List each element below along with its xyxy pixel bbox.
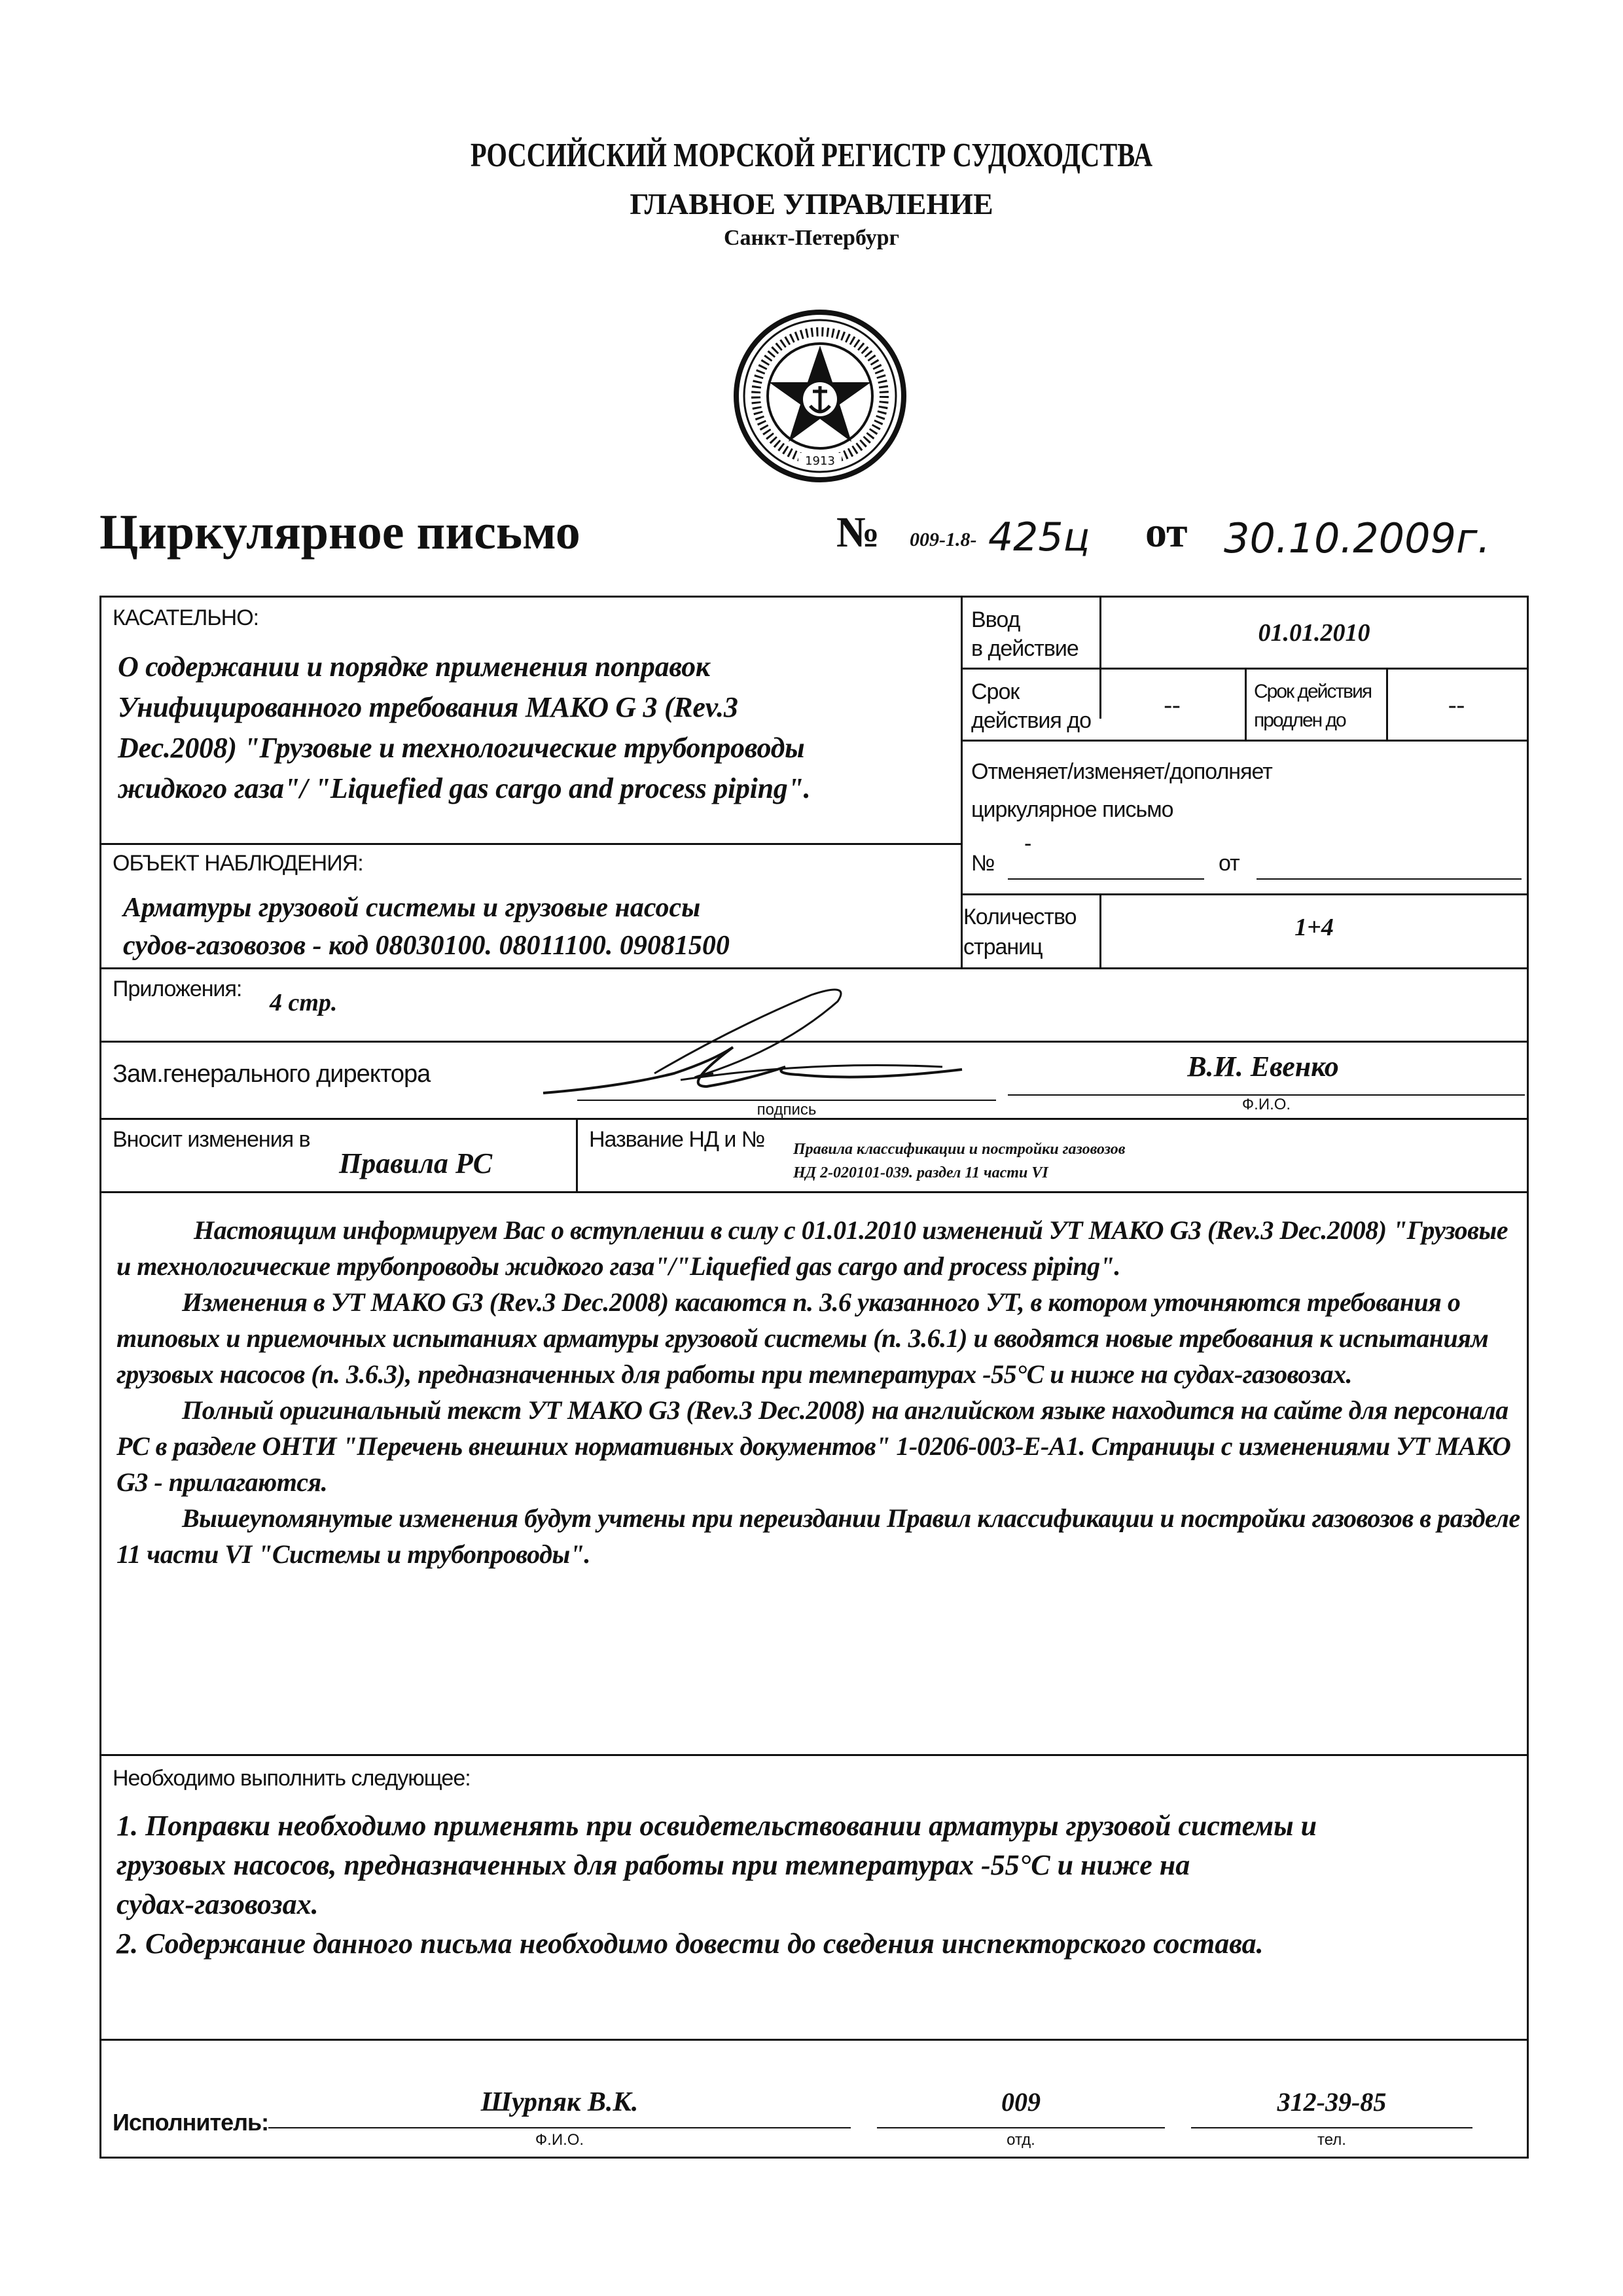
amends-doc-line: НД 2-020101-039. раздел 11 части VI: [793, 1164, 1048, 1181]
letter-body: [116, 1212, 1520, 1572]
executor-name: Шурпяк В.К.: [480, 2087, 639, 2117]
action-line: грузовых насосов, предназначенных для работы при температурах -55°С и ниже на: [116, 1849, 1190, 1881]
pages-label-line: Количество: [963, 905, 1077, 929]
body-paragraph: Изменения в УТ МАКО G3 (Rev.3 Dec.2008) касаются п. 3.6 указанного УТ, в котором уточняются требования о типовых и приемочных испытаниях арматуры грузовой системы (п. 3.6.1) и вводятся новые требования к испытаниям грузовых насосов (п. 3.6.3), предназначенных для работы при температурах -55°С и ниже на судах-газовозах.: [116, 1287, 1489, 1389]
signatory-position: Зам.генерального директора: [113, 1060, 431, 1088]
effective-label-line: в действие: [971, 636, 1079, 661]
actions-label: Необходимо выполнить следующее:: [113, 1766, 471, 1791]
replaces-number-value: -: [1024, 831, 1031, 856]
body-paragraph: Вышеупомянутые изменения будут учтены при переиздании Правил классификации и постройки газовозов в разделе 11 части VI "Системы и трубопроводы".: [116, 1503, 1520, 1569]
document-title: Циркулярное письмо: [99, 505, 580, 560]
department-name: ГЛАВНОЕ УПРАВЛЕНИЕ: [630, 187, 993, 221]
object-line: судов-газовозов - код 08030100. 08011100. 09081500: [123, 931, 730, 961]
body-paragraph: Настоящим информируем Вас о вступлении в силу с 01.01.2010 изменений УТ МАКО G3 (Rev.3 Dec.2008) "Грузовые и технологические трубопроводы жидкого газа"/"Liquefied gas cargo and process piping".: [116, 1215, 1508, 1281]
replaces-label-line: циркулярное письмо: [971, 797, 1173, 822]
letter-date-handwritten: 30.10.2009г.: [1224, 514, 1491, 562]
signature-caption: подпись: [757, 1101, 817, 1119]
action-line: судах-газовозах.: [116, 1888, 319, 1920]
city-name: Санкт-Петербург: [723, 226, 900, 250]
validity-value: --: [1164, 691, 1181, 719]
pages-label: [963, 902, 1077, 962]
amends-doc-label: Название НД и №: [589, 1127, 765, 1152]
replaces-from-label: от: [1219, 851, 1240, 876]
executor-dept: 009: [1001, 2087, 1041, 2117]
letter-number-sign: №: [836, 509, 880, 556]
signature-icon: [537, 982, 982, 1113]
object-label: ОБЪЕКТ НАБЛЮДЕНИЯ:: [113, 851, 363, 876]
letter-number-prefix: 009-1.8-: [910, 529, 977, 550]
validity-label: [971, 677, 1091, 735]
amends-value: Правила РС: [339, 1147, 493, 1179]
concerning-text: [118, 647, 810, 809]
validity-extended-value: --: [1448, 691, 1465, 719]
actions-text: [116, 1806, 1317, 1964]
letter-date-word: от: [1145, 509, 1188, 556]
name-caption: Ф.И.О.: [1241, 1096, 1291, 1113]
pages-value: 1+4: [1294, 914, 1334, 941]
executor-phone: 312-39-85: [1277, 2087, 1387, 2117]
pages-label-line: страниц: [963, 935, 1043, 960]
replaces-label: [971, 753, 1272, 829]
concerning-line: Унифицированного требования МАКО G 3 (Rev.3: [118, 691, 738, 723]
concerning-line: О содержании и порядке применения поправок: [118, 651, 710, 683]
executor-label: Исполнитель:: [113, 2109, 269, 2136]
attachments-label: Приложения:: [113, 977, 242, 1001]
executor-name-caption: Ф.И.О.: [535, 2131, 584, 2149]
executor-phone-caption: тел.: [1317, 2131, 1346, 2149]
effective-label: [971, 605, 1079, 663]
amends-doc-line: Правила классификации и постройки газовозов: [793, 1141, 1126, 1158]
validity-extended-label-line: продлен до: [1254, 709, 1346, 731]
signatory-name: В.И. Евенко: [1187, 1050, 1339, 1083]
register-seal-icon: [732, 308, 908, 484]
validity-label-line: Срок: [971, 679, 1020, 704]
amends-doc-text: [793, 1138, 1125, 1185]
validity-extended-label: [1254, 677, 1371, 735]
replaces-label-line: Отменяет/изменяет/дополняет: [971, 759, 1272, 784]
effective-label-line: Ввод: [971, 607, 1020, 632]
svg-text:1913: 1913: [805, 454, 835, 468]
amends-label: Вносит изменения в: [113, 1127, 310, 1152]
effective-date: 01.01.2010: [1258, 619, 1370, 647]
action-line: 1. Поправки необходимо применять при освидетельствовании арматуры грузовой системы и: [116, 1810, 1317, 1842]
body-paragraph: Полный оригинальный текст УТ МАКО G3 (Rev.3 Dec.2008) на английском языке находится на сайте для персонала РС в разделе ОНТИ "Перечень внешних нормативных документов" 1-0206-003-E-A1. Страницы с изменениями УТ МАКО G3 - прилагаются.: [116, 1395, 1511, 1497]
executor-dept-caption: отд.: [1007, 2131, 1035, 2149]
object-text: [123, 889, 730, 965]
object-line: Арматуры грузовой системы и грузовые насосы: [123, 893, 701, 923]
concerning-label: КАСАТЕЛЬНО:: [113, 605, 259, 630]
validity-extended-label-line: Срок действия: [1254, 681, 1372, 702]
letter-number-handwritten: 425ц: [988, 514, 1090, 560]
concerning-line: Dec.2008) "Грузовые и технологические трубопроводы: [118, 732, 805, 764]
concerning-line: жидкого газа"/ "Liquefied gas cargo and process piping".: [118, 772, 811, 804]
action-line: 2. Содержание данного письма необходимо довести до сведения инспекторского состава.: [116, 1928, 1264, 1960]
replaces-number-sign: №: [971, 851, 995, 876]
attachments-value: 4 стр.: [270, 989, 338, 1016]
org-name: РОССИЙСКИЙ МОРСКОЙ РЕГИСТР СУДОХОДСТВА: [470, 137, 1153, 174]
validity-label-line: действия до: [971, 708, 1091, 733]
